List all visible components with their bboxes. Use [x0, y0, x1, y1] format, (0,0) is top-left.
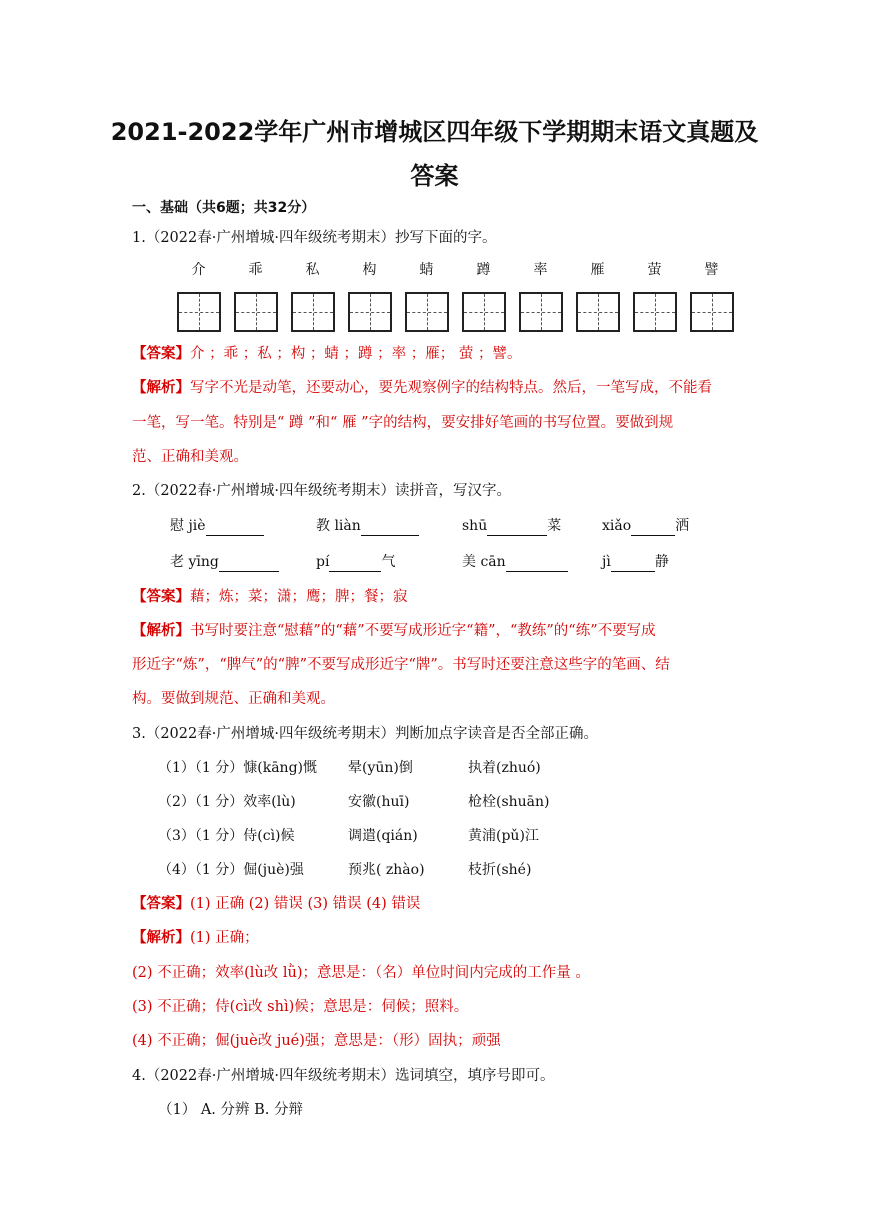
- copy-char-cell: [170, 260, 227, 332]
- q3-analysis-l4: (4) 不正确；倔(juè改 jué)强；意思是：（形）固执；顽强: [132, 1033, 501, 1049]
- model-character: 譬: [704, 262, 719, 278]
- copy-char-cell: [683, 260, 740, 332]
- pinyin-row-2: [170, 552, 722, 572]
- answer-text: 介 ；乖 ；私 ；构 ；蜻 ；蹲 ；率 ；雁； 萤 ；譬。: [190, 346, 522, 362]
- copy-char-cell: [341, 260, 398, 332]
- q3-row: （2）（1 分）效率(lù) 安徽(huī) 枪栓(shuān): [158, 794, 550, 810]
- q3-row: （4）（1 分）倔(juè)强 预兆( zhào) 枝折(shé): [158, 862, 532, 878]
- q1-analysis-l1: [132, 378, 712, 398]
- analysis-tag: 【解析】: [132, 622, 190, 639]
- q3-analysis-l2: (2) 不正确；效率(lù改 lǜ)；意思是：（名）单位时间内完成的工作量 。: [132, 965, 590, 981]
- copy-char-cell: [284, 260, 341, 332]
- pinyin-item: 老 yīng: [170, 552, 316, 572]
- answer-blank[interactable]: [361, 519, 419, 536]
- answer-blank[interactable]: [206, 519, 264, 536]
- writing-grid-box[interactable]: [690, 292, 734, 332]
- q3-analysis-l1: [132, 928, 259, 948]
- pinyin-item: xiǎo 洒: [602, 518, 690, 534]
- answer-text: (1) 正确 (2) 错误 (3) 错误 (4) 错误: [190, 896, 421, 912]
- q2-analysis-l1: [132, 621, 656, 641]
- section-heading: 一、基础（共6题；共32分）: [132, 200, 316, 216]
- pinyin-item: jì 静: [602, 554, 669, 570]
- answer-blank[interactable]: [506, 555, 568, 572]
- copy-char-grid: [170, 260, 740, 332]
- model-character: 介: [191, 262, 206, 278]
- model-character: 构: [362, 262, 377, 278]
- analysis-tag: 【解析】: [132, 929, 190, 946]
- writing-grid-box[interactable]: [519, 292, 563, 332]
- writing-grid-box[interactable]: [576, 292, 620, 332]
- pinyin-item: 美 cān: [462, 552, 602, 572]
- model-character: 蹲: [476, 262, 491, 278]
- answer-blank[interactable]: [219, 555, 279, 572]
- document-title-line1: 2021-2022学年广州市增城区四年级下学期期末语文真题及: [110, 118, 759, 146]
- pinyin-item: pí 气: [316, 554, 396, 570]
- q2-stem: 2.（2022春·广州增城·四年级统考期末）读拼音，写汉字。: [132, 483, 511, 499]
- writing-grid-box[interactable]: [462, 292, 506, 332]
- copy-char-cell: [512, 260, 569, 332]
- q3-stem: 3.（2022春·广州增城·四年级统考期末）判断加点字读音是否全部正确。: [132, 726, 598, 742]
- writing-grid-box[interactable]: [348, 292, 392, 332]
- q1-analysis-l2: 一笔，写一笔。特别是“ 蹲 ”和“ 雁 ”字的结构，要安排好笔画的书写位置。要做到规: [132, 415, 674, 431]
- pinyin-item: 慰 jiè: [170, 516, 316, 536]
- q3-analysis-l3: (3) 不正确；侍(cì改 shì)候；意思是：伺候；照料。: [132, 999, 469, 1015]
- answer-blank[interactable]: [611, 555, 655, 572]
- q4-sub1: （1） A. 分辨 B. 分辩: [158, 1102, 304, 1118]
- model-character: 萤: [647, 262, 662, 278]
- q1-stem: 1.（2022春·广州增城·四年级统考期末）抄写下面的字。: [132, 230, 497, 246]
- answer-tag: 【答案】: [132, 895, 190, 912]
- q2-analysis-l2: 形近字“炼”，“脾气”的“脾”不要写成形近字“牌”。书写时还要注意这些字的笔画、结: [132, 657, 670, 673]
- q2-analysis-l3: 构。要做到规范、正确和美观。: [132, 691, 335, 707]
- q1-answer: [132, 344, 521, 364]
- pinyin-item: shū 菜: [462, 518, 562, 534]
- analysis-text: 书写时要注意“慰藉”的“藉”不要写成形近字“籍”，“教练”的“练”不要写成: [190, 623, 656, 639]
- copy-char-cell: [626, 260, 683, 332]
- q3-row: （1）（1 分）慷(kāng)慨 晕(yūn)倒 执着(zhuó): [158, 760, 541, 776]
- q2-answer: [132, 587, 408, 607]
- answer-blank[interactable]: [487, 519, 547, 536]
- q3-row: （3）（1 分）侍(cì)候 调遣(qián) 黄浦(pǔ)江: [158, 828, 539, 844]
- q3-answer: [132, 894, 420, 914]
- pinyin-row-1: [170, 516, 722, 536]
- analysis-text: 写字不光是动笔，还要动心，要先观察例字的结构特点。然后，一笔写成，不能看: [190, 380, 712, 396]
- model-character: 雁: [590, 262, 605, 278]
- model-character: 蜻: [419, 262, 434, 278]
- model-character: 率: [533, 262, 548, 278]
- document-title-line2: 答案: [410, 162, 459, 190]
- q1-analysis-l3: 范、正确和美观。: [132, 449, 248, 465]
- analysis-tag: 【解析】: [132, 379, 190, 396]
- model-character: 乖: [248, 262, 263, 278]
- answer-blank[interactable]: [329, 555, 381, 572]
- writing-grid-box[interactable]: [291, 292, 335, 332]
- answer-tag: 【答案】: [132, 345, 190, 362]
- copy-char-cell: [569, 260, 626, 332]
- writing-grid-box[interactable]: [177, 292, 221, 332]
- pinyin-item: 教 liàn: [316, 516, 462, 536]
- copy-char-cell: [398, 260, 455, 332]
- answer-tag: 【答案】: [132, 588, 190, 605]
- writing-grid-box[interactable]: [405, 292, 449, 332]
- answer-blank[interactable]: [631, 519, 675, 536]
- writing-grid-box[interactable]: [633, 292, 677, 332]
- model-character: 私: [305, 262, 320, 278]
- analysis-text: (1) 正确；: [190, 930, 259, 946]
- copy-char-cell: [227, 260, 284, 332]
- writing-grid-box[interactable]: [234, 292, 278, 332]
- answer-text: 藉；炼；菜；潇；鹰；脾；餐；寂: [190, 589, 408, 605]
- copy-char-cell: [455, 260, 512, 332]
- q4-stem: 4.（2022春·广州增城·四年级统考期末）选词填空，填序号即可。: [132, 1068, 555, 1084]
